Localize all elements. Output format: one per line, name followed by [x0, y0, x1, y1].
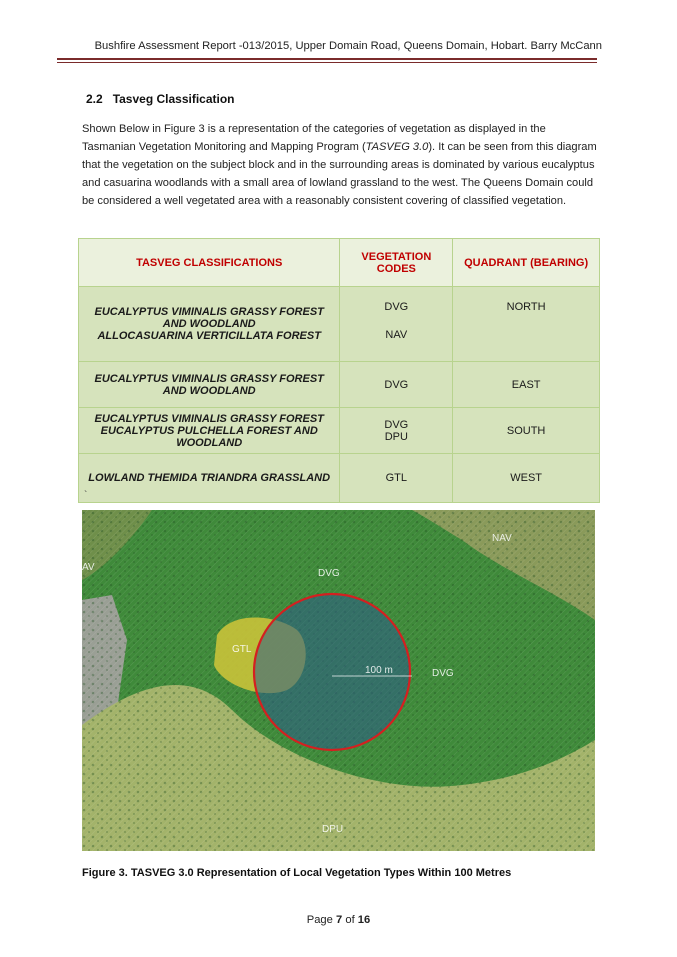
stray-mark: ` [84, 490, 88, 501]
label-dvg-top: DVG [318, 568, 340, 579]
code-text: DVG [384, 378, 409, 391]
vegetation-map-svg [82, 510, 595, 851]
paragraph-italic: TASVEG 3.0 [365, 141, 429, 153]
page-footer [0, 914, 677, 926]
figure-caption: Figure 3. TASVEG 3.0 Representation of Local Vegetation Types Within 100 Metres [82, 867, 512, 879]
label-nav: NAV [492, 533, 512, 544]
header-rule-thick [57, 58, 597, 60]
label-distance: 100 m [365, 665, 393, 676]
header-quadrant: QUADRANT (BEARING) [453, 239, 600, 287]
table-row [79, 362, 600, 408]
quadrant-cell: EAST [453, 362, 600, 408]
code-cell [340, 362, 453, 408]
classification-text: EUCALYPTUS VIMINALIS GRASSY FOREST AND WOODLAND [94, 372, 324, 397]
code-text: NAV [385, 329, 408, 341]
code-text: DVG [384, 301, 409, 313]
footer-page: 7 [336, 914, 343, 926]
label-av: AV [82, 562, 95, 573]
paragraph-part1: Shown Below in Figure 3 is a representation of the categories of vegetation as displayed in the Tasmanian Vegetation Monitoring and Mapping Program ( [82, 123, 546, 153]
classification-cell [79, 287, 340, 362]
section-heading [86, 92, 235, 106]
code-text: DPU [384, 430, 408, 443]
vegetation-map [82, 510, 595, 851]
classification-cell [79, 362, 340, 408]
classification-cell [79, 454, 340, 503]
table-row [79, 408, 600, 454]
code-cell [340, 454, 453, 503]
classification-text: EUCALYPTUS VIMINALIS GRASSY FOREST AND WOODLAND [94, 306, 324, 330]
quadrant-cell: NORTH [453, 287, 600, 362]
quadrant-cell: WEST [453, 454, 600, 503]
code-text: GTL [385, 472, 408, 484]
label-dvg-right: DVG [432, 668, 454, 679]
classification-cell [79, 408, 340, 454]
table-header-row [79, 239, 600, 287]
code-text: DVG [384, 418, 409, 431]
table-row [79, 287, 600, 362]
code-cell [340, 408, 453, 454]
header-rule-thin [57, 62, 597, 63]
classification-text: LOWLAND THEMIDA TRIANDRA GRASSLAND [88, 472, 331, 484]
classification-text: EUCALYPTUS PULCHELLA FOREST AND WOODLAND [100, 424, 318, 449]
code-cell [340, 287, 453, 362]
header-classifications: TASVEG CLASSIFICATIONS [79, 239, 340, 287]
paragraph-part2: ). It can be seen from this diagram that the vegetation on the subject block and in the surrounding areas is dominated by various eucalyptus and casuarina woodlands with a small area of lowland grassland to the west. The Queens Domain could be considered a well vegetated area with a reasonably consistent covering of classified vegetation. [82, 141, 597, 207]
body-paragraph [82, 120, 598, 210]
classification-text: ALLOCASUARINA VERTICILLATA FOREST [97, 330, 321, 342]
label-dpu: DPU [322, 824, 344, 835]
footer-total: 16 [357, 914, 371, 926]
quadrant-cell: SOUTH [453, 408, 600, 454]
table-row [79, 454, 600, 503]
classification-text: EUCALYPTUS VIMINALIS GRASSY FOREST [94, 412, 324, 425]
footer-of: of [342, 914, 358, 926]
section-number: 2.2 [86, 92, 103, 106]
page-header: Bushfire Assessment Report -013/2015, Upper Domain Road, Queens Domain, Hobart. Barry McCann [94, 40, 602, 52]
header-codes: VEGETATION CODES [340, 239, 453, 287]
label-gtl: GTL [232, 644, 252, 655]
footer-prefix: Page [306, 914, 336, 926]
section-title: Tasveg Classification [112, 92, 235, 106]
tasveg-table [78, 238, 600, 503]
